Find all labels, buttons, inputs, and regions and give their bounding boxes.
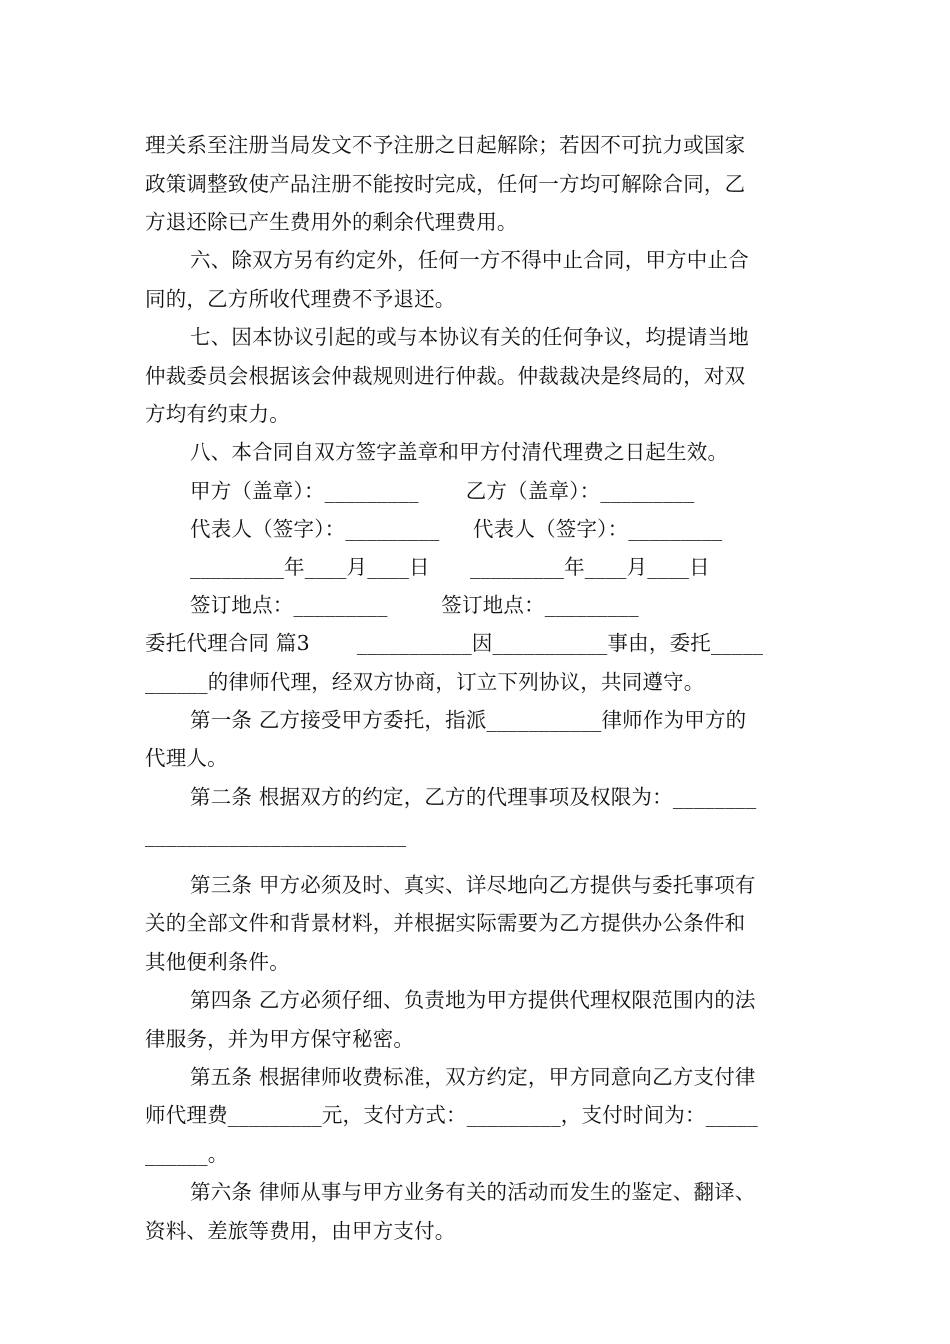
paragraph-line: ______的律师代理，经双方协商，订立下列协议，共同遵守。 [145,670,705,694]
paragraph-line: 政策调整致使产品注册不能按时完成，任何一方均可解除合同，乙 [145,172,746,196]
paragraph-line: 同的，乙方所收代理费不予退还。 [145,287,456,311]
paragraph-line: 仲裁委员会根据该会仲裁规则进行仲裁。仲裁裁决是终局的，对双 [145,364,746,388]
paragraph-line: 其他便利条件。 [145,950,290,974]
paragraph-line: 第五条 根据律师收费标准，双方约定，甲方同意向乙方支付律 [190,1065,756,1089]
paragraph-line: 关的全部文件和背景材料，并根据实际需要为乙方提供办公条件和 [145,911,746,935]
paragraph-line: 第三条 甲方必须及时、真实、详尽地向乙方提供与委托事项有 [190,873,756,897]
location-line: 签订地点：_________ 签订地点：_________ [190,593,639,617]
paragraph-line: 师代理费_________元，支付方式：_________，支付时间为：_____ [145,1103,758,1127]
signature-line: 甲方（盖章）：_________ 乙方（盖章）：_________ [190,479,695,503]
paragraph-line: 七、因本协议引起的或与本协议有关的任何争议，均提请当地 [190,325,749,349]
paragraph-line: 代理人。 [145,746,228,770]
paragraph-line: 资料、差旅等费用，由甲方支付。 [145,1219,456,1243]
paragraph-line: ______。 [145,1142,229,1166]
blank-fill-line: _________________________ [145,823,407,847]
date-line: _________年____月____日 _________年____月____日 [190,555,710,579]
paragraph-line: 第六条 律师从事与甲方业务有关的活动而发生的鉴定、翻译、 [190,1180,756,1204]
paragraph-line: 律服务，并为甲方保守秘密。 [145,1027,415,1051]
paragraph-line: 六、除双方另有约定外，任何一方不得中止合同，甲方中止合 [190,248,749,272]
paragraph-line: 方退还除已产生费用外的剩余代理费用。 [145,210,518,234]
paragraph-line: 第四条 乙方必须仔细、负责地为甲方提供代理权限范围内的法 [190,988,756,1012]
paragraph-line: 八、本合同自双方签字盖章和甲方付清代理费之日起生效。 [190,440,729,464]
paragraph-line: 第二条 根据双方的约定，乙方的代理事项及权限为：________ [190,785,757,809]
signature-line: 代表人（签字）：_________ 代表人（签字）：_________ [190,517,723,541]
paragraph-line: 方均有约束力。 [145,402,290,426]
section-heading-line: 委托代理合同 篇3 ___________因___________事由，委托_____ [145,631,764,655]
paragraph-line: 理关系至注册当局发文不予注册之日起解除；若因不可抗力或国家 [145,133,746,157]
paragraph-line: 第一条 乙方接受甲方委托，指派___________律师作为甲方的 [190,708,747,732]
